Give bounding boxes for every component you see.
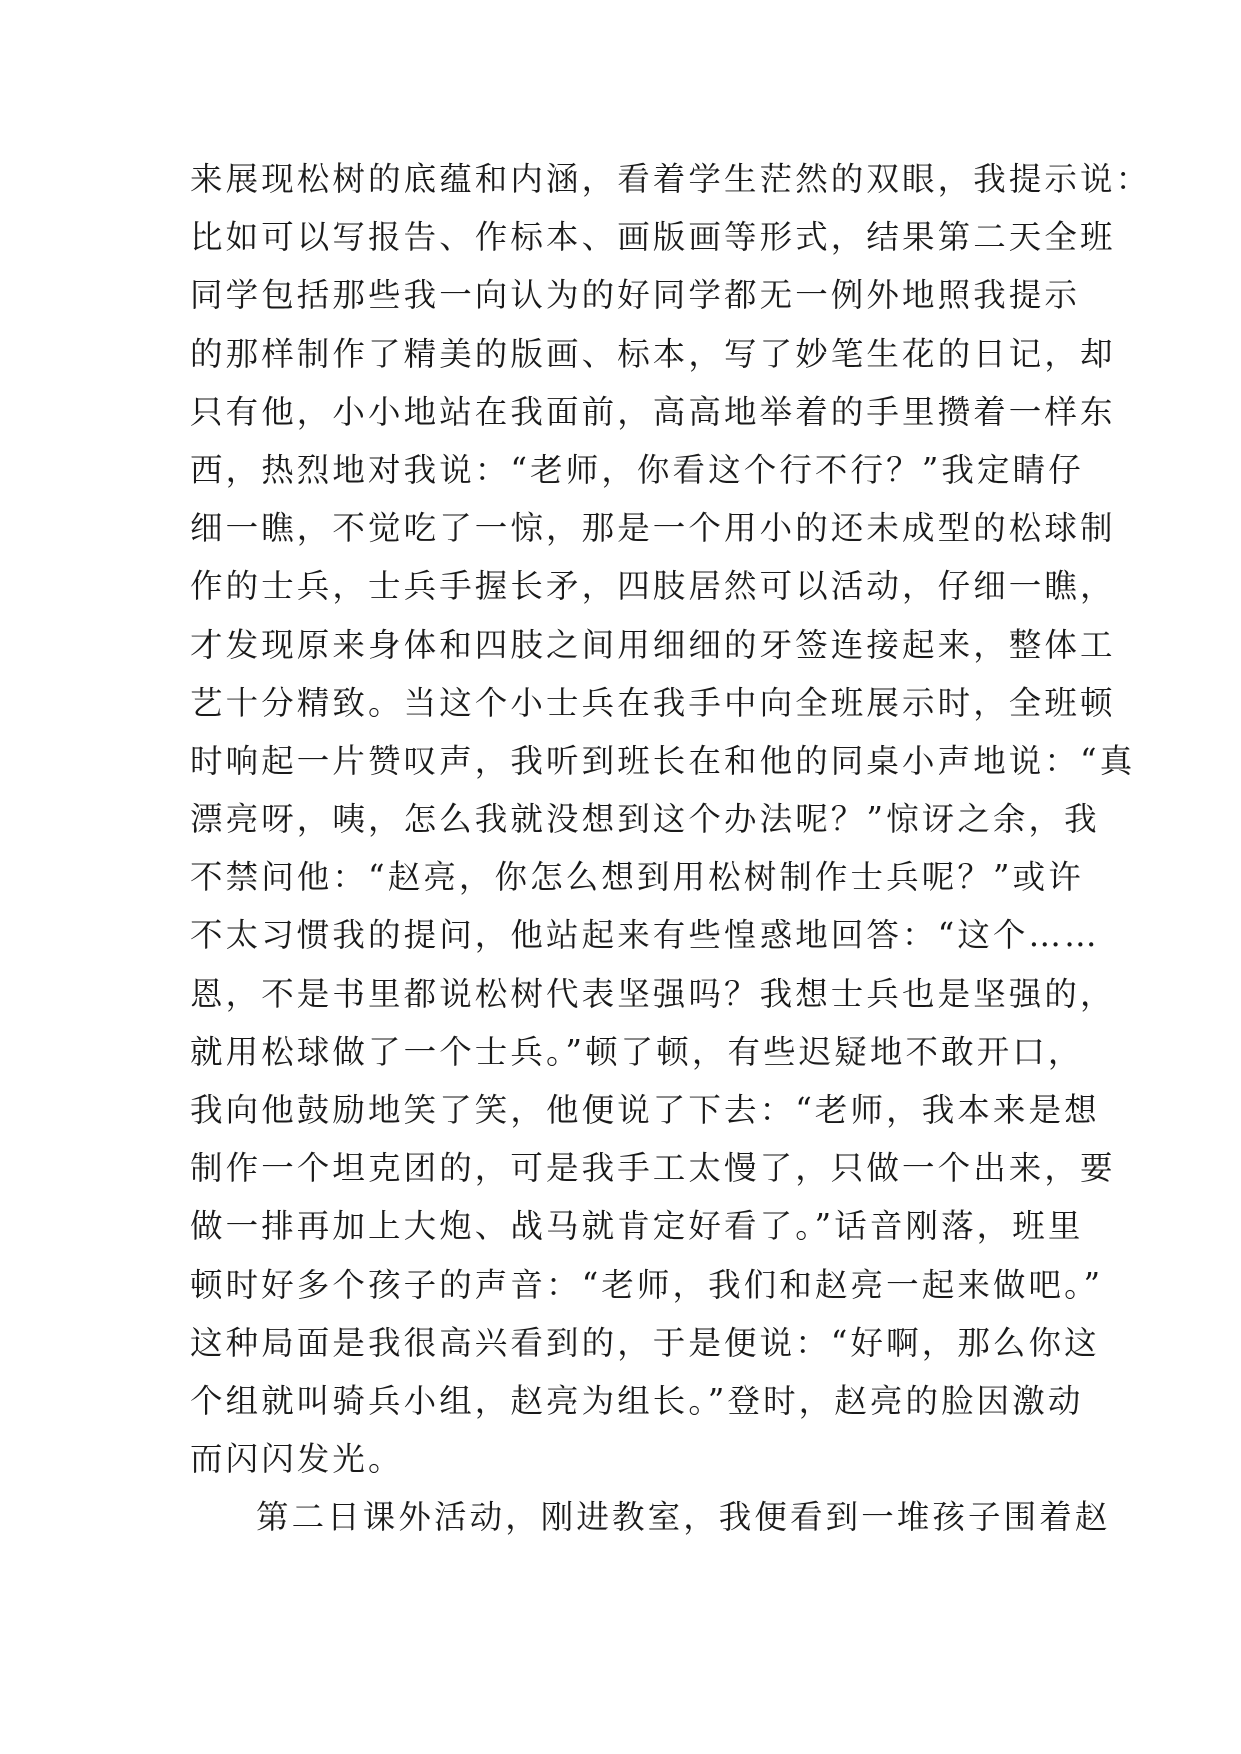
text-line: 的那样制作了精美的版画、标本，写了妙笔生花的日记，却 — [190, 334, 1116, 373]
text-line: 这种局面是我很高兴看到的，于是便说：“好啊，那么你这 — [190, 1323, 1100, 1362]
text-line: 而闪闪发光。 — [190, 1440, 404, 1479]
text-line: 做一排再加上大炮、战马就肯定好看了。”话音刚落，班里 — [190, 1207, 1084, 1246]
text-line: 顿时好多个孩子的声音：“老师，我们和赵亮一起来做吧。” — [190, 1265, 1104, 1304]
text-line: 个组就叫骑兵小组，赵亮为组长。”登时，赵亮的脸因激动 — [190, 1381, 1084, 1420]
text-line: 就用松球做了一个士兵。”顿了顿，有些迟疑地不敢开口， — [190, 1032, 1084, 1071]
text-line: 恩，不是书里都说松树代表坚强吗？我想士兵也是坚强的， — [190, 974, 1116, 1013]
paragraph-start-line: 第二日课外活动，刚进教室，我便看到一堆孩子围着赵 — [256, 1498, 1111, 1537]
text-line: 不禁问他：“赵亮，你怎么想到用松树制作士兵呢？”或许 — [190, 858, 1084, 897]
text-line: 同学包括那些我一向认为的好同学都无一例外地照我提示 — [190, 276, 1081, 315]
text-line: 作的士兵，士兵手握长矛，四肢居然可以活动，仔细一瞧， — [190, 567, 1116, 606]
text-line: 我向他鼓励地笑了笑，他便说了下去：“老师，我本来是想 — [190, 1091, 1100, 1129]
text-line: 艺十分精致。当这个小士兵在我手中向全班展示时，全班顿 — [190, 683, 1116, 722]
text-line: 西，热烈地对我说：“老师，你看这个行不行？”我定睛仔 — [190, 450, 1084, 489]
text-line: 漂亮呀，咦，怎么我就没想到这个办法呢？”惊讶之余，我 — [190, 800, 1100, 839]
text-line: 制作一个坦克团的，可是我手工太慢了，只做一个出来，要 — [190, 1149, 1116, 1188]
text-line: 时响起一片赞叹声，我听到班长在和他的同桌小声地说：“真 — [190, 741, 1136, 780]
text-line: 不太习惯我的提问，他站起来有些惶惑地回答：“这个…… — [190, 916, 1100, 955]
text-line: 只有他，小小地站在我面前，高高地举着的手里攒着一样东 — [190, 392, 1116, 431]
text-line: 细一瞧，不觉吃了一惊，那是一个用小的还未成型的松球制 — [190, 509, 1116, 548]
text-line: 来展现松树的底蕴和内涵，看着学生茫然的双眼，我提示说： — [190, 160, 1152, 198]
text-line: 才发现原来身体和四肢之间用细细的牙签连接起来，整体工 — [190, 625, 1116, 664]
body-text — [190, 150, 1152, 1547]
text-line: 比如可以写报告、作标本、画版画等形式，结果第二天全班 — [190, 218, 1116, 257]
